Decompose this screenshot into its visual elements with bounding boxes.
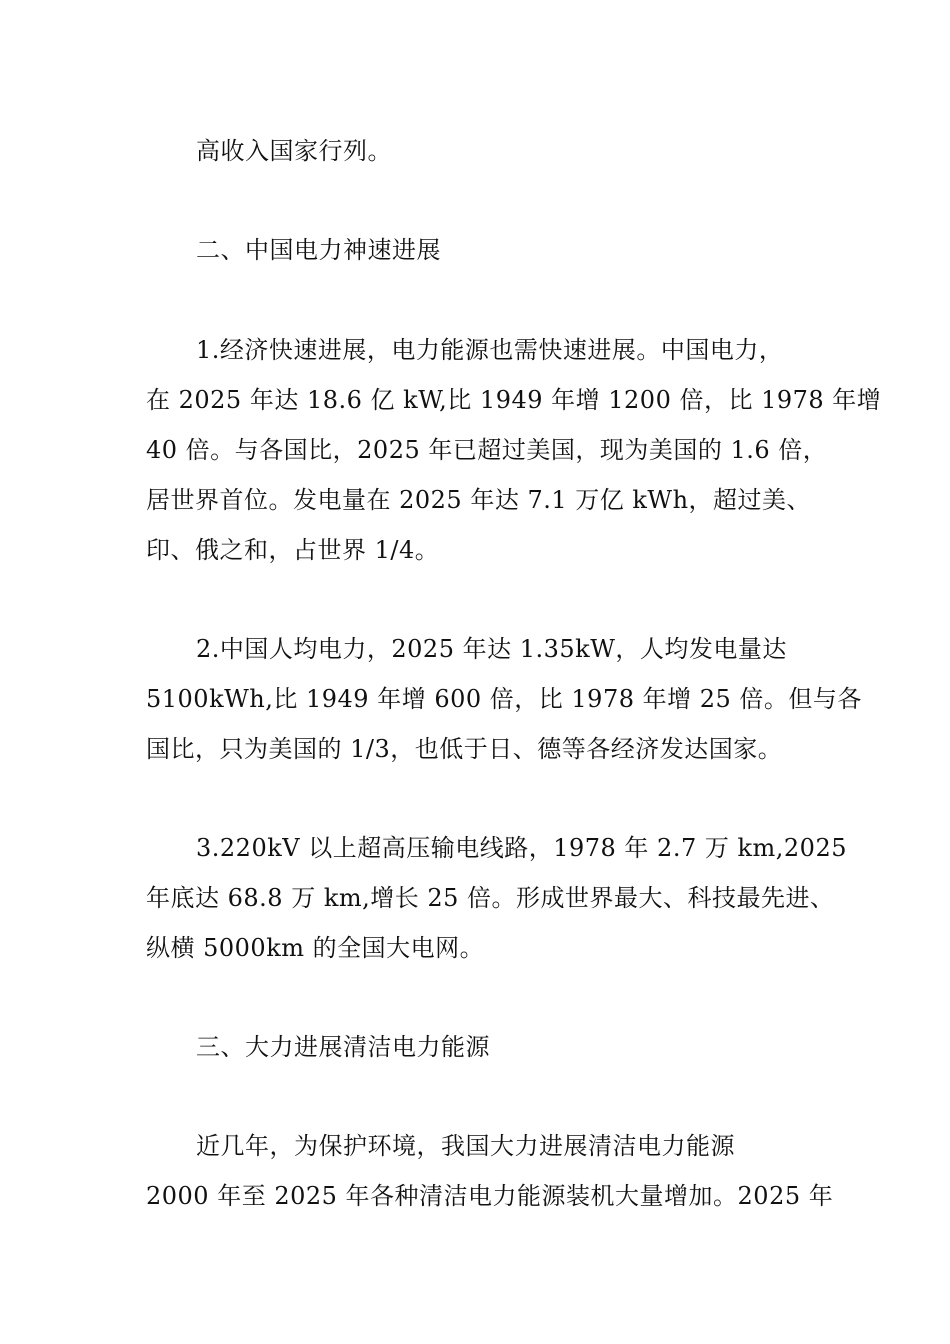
text-line: 2.中国人均电力，2025 年达 1.35kW，人均发电量达: [196, 635, 787, 663]
paragraph-clean-energy: [146, 1121, 834, 1221]
text-line: 近几年，为保护环境，我国大力进展清洁电力能源: [196, 1132, 735, 1160]
text-line: 1.经济快速进展，电力能源也需快速进展。中国电力，: [196, 336, 784, 364]
heading-text: 二、中国电力神速进展: [196, 236, 441, 264]
paragraph-closing-line: [146, 126, 810, 176]
paragraph-item-2: [146, 624, 862, 774]
text-line: 纵横 5000km 的全国大电网。: [146, 934, 485, 962]
text-line: 40 倍。与各国比，2025 年已超过美国，现为美国的 1.6 倍，: [146, 436, 828, 464]
section-heading-2: [146, 225, 810, 275]
text-line: 年底达 68.8 万 km,增长 25 倍。形成世界最大、科技最先进、: [146, 884, 835, 912]
text-line: 印、俄之和，占世界 1/4。: [146, 536, 440, 564]
section-heading-3: [146, 1022, 810, 1072]
text-line: 3.220kV 以上超高压输电线路，1978 年 2.7 万 km,2025: [196, 834, 847, 862]
text-line: 居世界首位。发电量在 2025 年达 7.1 万亿 kWh，超过美、: [146, 486, 812, 514]
text-line: 高收入国家行列。: [196, 137, 392, 165]
text-line: 国比，只为美国的 1/3，也低于日、德等各经济发达国家。: [146, 735, 783, 763]
text-line: 5100kWh,比 1949 年增 600 倍，比 1978 年增 25 倍。但与各: [146, 685, 862, 713]
paragraph-item-3: [146, 823, 847, 973]
heading-text: 三、大力进展清洁电力能源: [196, 1033, 490, 1061]
paragraph-item-1: [146, 325, 882, 575]
text-line: 在 2025 年达 18.6 亿 kW,比 1949 年增 1200 倍，比 1978 年增: [146, 386, 882, 414]
text-line: 2000 年至 2025 年各种清洁电力能源装机大量增加。2025 年: [146, 1182, 834, 1210]
